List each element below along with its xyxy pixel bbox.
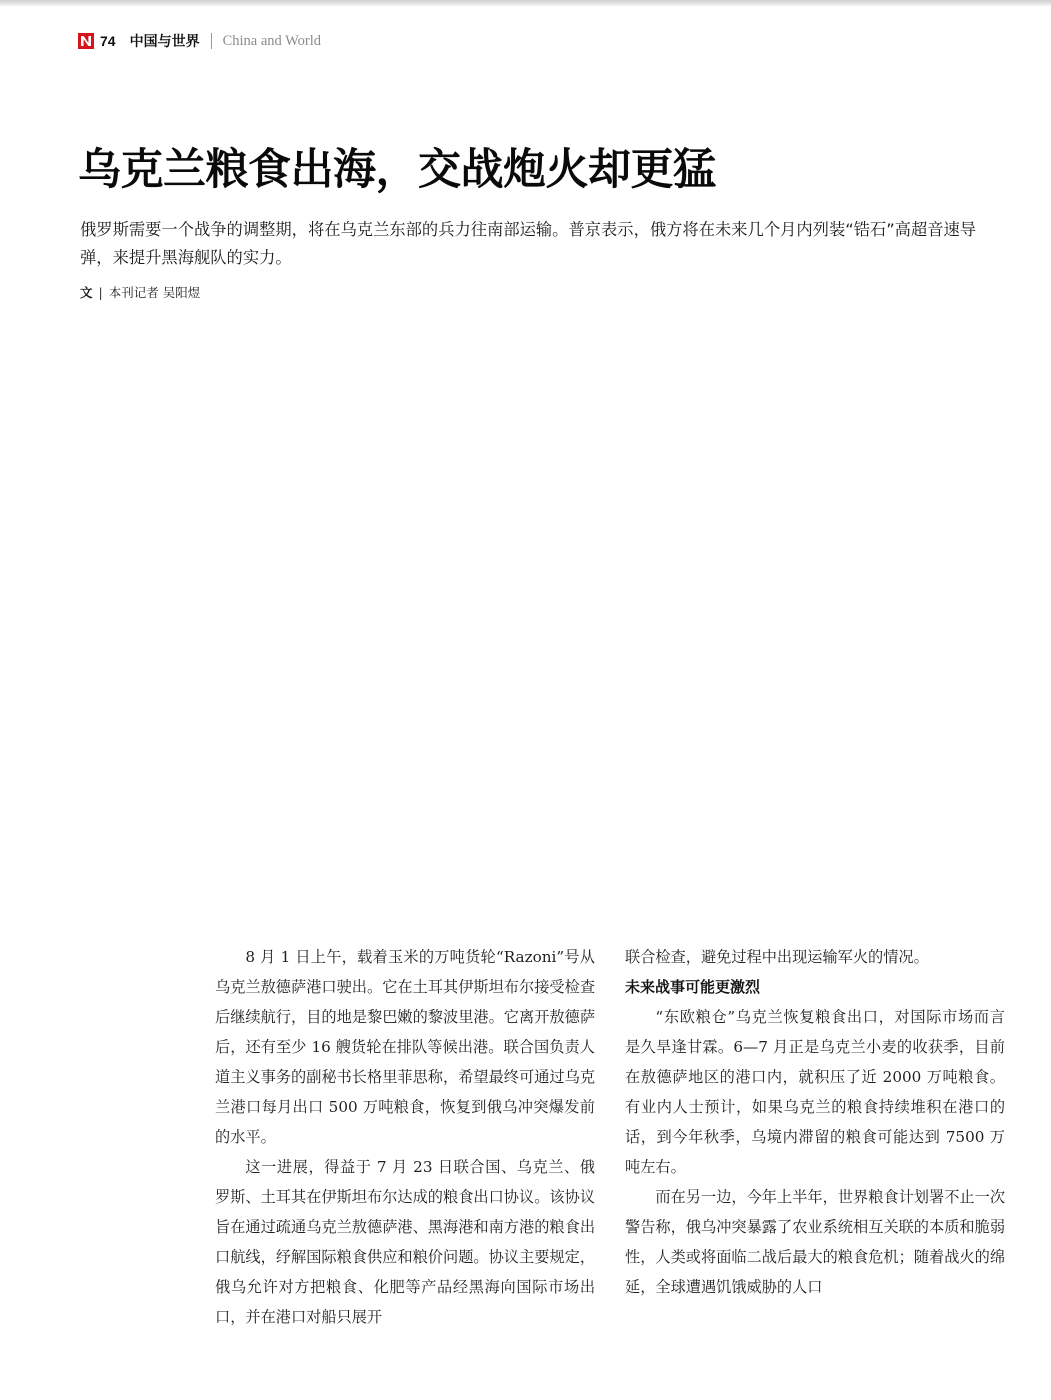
body-paragraph: 这一进展，得益于 7 月 23 日联合国、乌克兰、俄罗斯、土耳其在伊斯坦布尔达成的粮食出口协议。该协议旨在通过疏通乌克兰敖德萨港、黑海港和南方港的粮食出口航线，纾解国际粮食供应和粮价问题。协议主要规定，俄乌允许对方把粮食、化肥等产品经黑海向国际市场出口，并在港口对船只展开 [215,1158,595,1326]
body-column-1 [215,942,595,1332]
top-rule [0,0,1051,6]
article-title: 乌克兰粮食出海，交战炮火却更猛 [78,145,716,195]
section-title-cn: 中国与世界 [129,34,200,50]
article-standfirst: 俄罗斯需要一个战争的调整期，将在乌克兰东部的兵力往南部运输。普京表示，俄方将在未来几个月内列装“锆石”高超音速导弹，来提升黑海舰队的实力。 [80,220,977,267]
body-paragraph: 8 月 1 日上午，载着玉米的万吨货轮“Razoni”号从乌克兰敖德萨港口驶出。它在土耳其伊斯坦布尔接受检查后继续航行，目的地是黎巴嫩的黎波里港。它离开敖德萨后，还有至少 16 艘货轮在排队等候出港。联合国负责人道主义事务的副秘书长格里菲思称，希望最终可通过乌克兰港口每月出口 500 万吨粮食，恢复到俄乌冲突爆发前的水平。 [215,948,595,1146]
newsweek-n-logo-icon [78,33,94,49]
section-title-en: China and World [222,32,322,49]
byline-author: 本刊记者 吴阳煜 [108,285,201,300]
body-paragraph: “东欧粮仓”乌克兰恢复粮食出口，对国际市场而言是久旱逢甘霖。6—7 月正是乌克兰小麦的收获季，目前在敖德萨地区的港口内，就积压了近 2000 万吨粮食。有业内人士预计，如果乌克兰的粮食持续堆积在港口的话，到今年秋季，乌境内滞留的粮食可能达到 7500 万吨左右。 [625,1008,1005,1176]
body-paragraph-continuation: 联合检查，避免过程中出现运输军火的情况。 [625,948,929,966]
section-divider [211,33,212,49]
body-column-2 [625,942,1005,1302]
byline-label: 文 [80,285,93,300]
running-header [78,30,321,52]
page-number: 74 [100,33,116,49]
photo-area [0,320,1051,920]
byline-divider: | [98,285,103,300]
body-paragraph: 而在另一边，今年上半年，世界粮食计划署不止一次警告称，俄乌冲突暴露了农业系统相互关联的本质和脆弱性，人类或将面临二战后最大的粮食危机；随着战火的绵延，全球遭遇饥饿威胁的人口 [625,1188,1005,1296]
section-subheading: 未来战事可能更激烈 [625,978,761,996]
byline [80,284,200,302]
